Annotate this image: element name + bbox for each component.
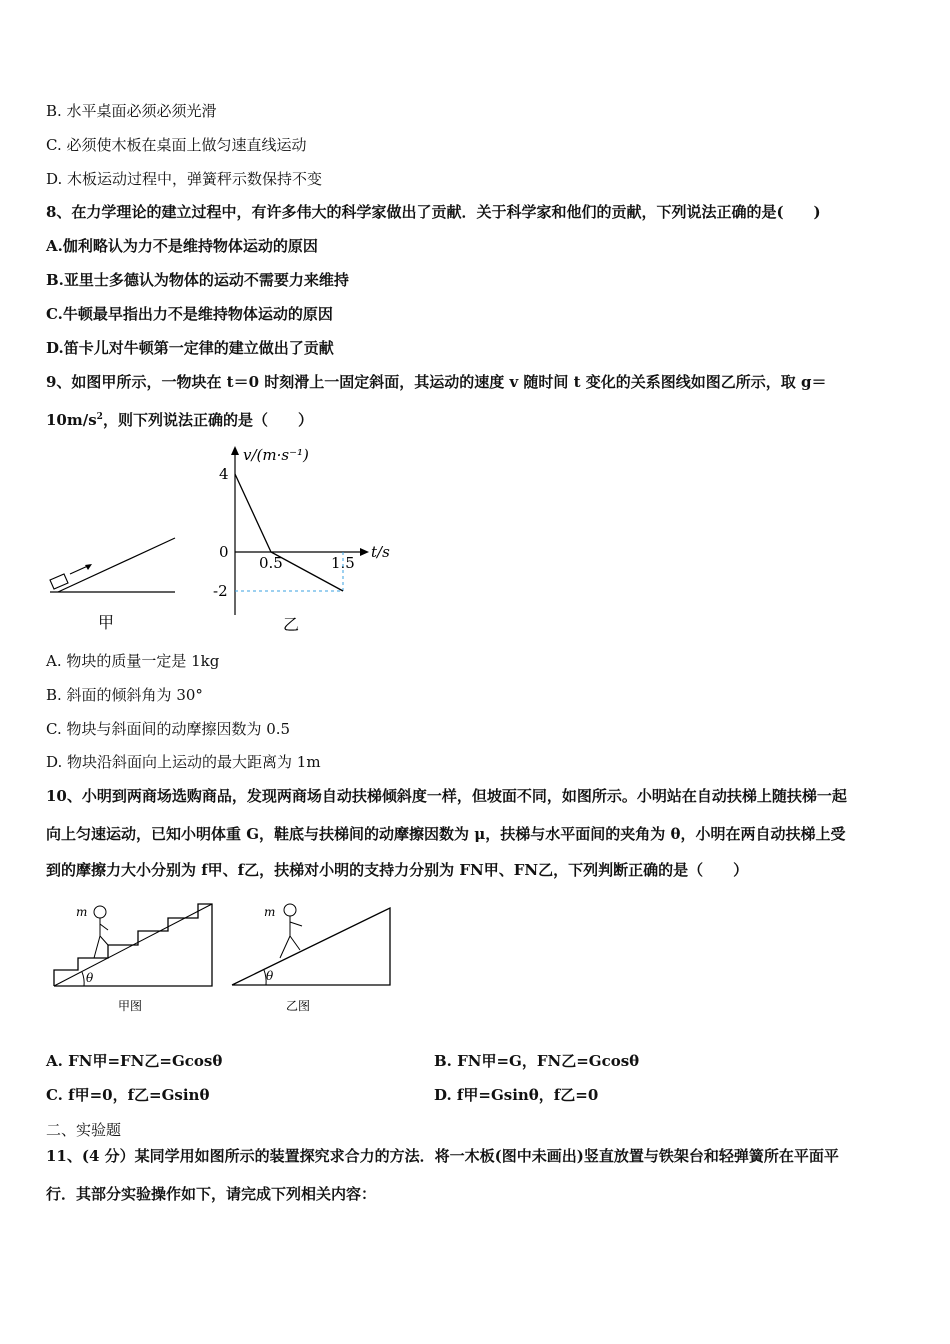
person-leg — [290, 936, 300, 950]
mass-label: m — [76, 905, 88, 919]
fig-yi-caption: 乙 — [283, 615, 300, 634]
ramp — [232, 908, 390, 985]
q11-stem-line2: 行．其部分实验操作如下，请完成下列相关内容： — [46, 1185, 377, 1203]
y-tick-label: -2 — [213, 582, 228, 600]
x-tick-label: 1.5 — [331, 554, 355, 572]
q7-option-d: D. 木板运动过程中，弹簧秤示数保持不变 — [46, 170, 323, 188]
q10-option-d: D. f甲=Gsinθ，f乙=0 — [434, 1086, 599, 1104]
x-tick-label: 0.5 — [259, 554, 283, 572]
q10-figure-jia — [50, 900, 220, 1020]
y-axis-label: v/(m·s⁻¹) — [243, 446, 309, 464]
person-leg — [280, 936, 290, 958]
q9-stem-sup: 2 — [96, 412, 103, 422]
q9-stem-g-value: 10m/s — [46, 411, 97, 429]
person-arm — [100, 924, 108, 930]
person-head — [94, 906, 106, 918]
q7-option-b: B. 水平桌面必须必须光滑 — [46, 102, 217, 120]
y-tick-label: 4 — [219, 465, 229, 483]
y-tick-label: 0 — [219, 543, 229, 561]
fig-jia-caption: 甲 — [98, 613, 115, 632]
q9-option-c: C. 物块与斜面间的动摩擦因数为 0.5 — [46, 720, 291, 738]
q11-stem-line1: 11、(4 分）某同学用如图所示的装置探究求合力的方法．将一木板(图中未画出)竖直放置与铁架台和轻弹簧所在平面平 — [46, 1147, 839, 1165]
vt-series-line — [235, 474, 343, 591]
q10-stem-line3: 到的摩擦力大小分别为 f甲、f乙，扶梯对小明的支持力分别为 FN甲、FN乙，下列判断正确的是（ ） — [46, 861, 749, 879]
x-axis-arrow — [360, 548, 369, 556]
angle-arc — [82, 972, 84, 986]
q9-option-a: A. 物块的质量一定是 1kg — [46, 652, 220, 670]
fig-yi-caption: 乙图 — [286, 999, 311, 1013]
q10-stem-line1: 10、小明到两商场选购商品，发现两商场自动扶梯倾斜度一样，但坡面不同，如图所示。小明站在自动扶梯上随扶梯一起 — [46, 787, 847, 805]
q7-option-c: C. 必须使木板在桌面上做匀速直线运动 — [46, 136, 307, 154]
q10-figure-yi — [228, 900, 398, 1020]
q9-option-d: D. 物块沿斜面向上运动的最大距离为 1m — [46, 753, 321, 771]
q9-vt-graph — [205, 440, 405, 640]
incline-slope — [58, 538, 175, 592]
q9-stem-tail: ，则下列说法正确的是（ ） — [102, 411, 313, 429]
q9-figure-jia — [40, 530, 185, 635]
q8-option-a: A.伽利略认为力不是维持物体运动的原因 — [46, 237, 318, 255]
person-leg — [94, 936, 100, 958]
q10-stem-line2: 向上匀速运动，已知小明体重 G，鞋底与扶梯间的动摩擦因数为 μ，扶梯与水平面间的夹角为 θ，小明在两自动扶梯上受 — [46, 825, 846, 843]
q8-option-c: C.牛顿最早指出力不是维持物体运动的原因 — [46, 305, 333, 323]
q9-option-b: B. 斜面的倾斜角为 30° — [46, 686, 203, 704]
person-leg — [100, 936, 108, 945]
person-head — [284, 904, 296, 916]
person-arm — [290, 922, 302, 926]
mass-label: m — [264, 905, 276, 919]
x-axis-label: t/s — [371, 543, 390, 561]
q10-option-a: A. FN甲=FN乙=Gcosθ — [46, 1052, 223, 1070]
fig-jia-caption: 甲图 — [118, 999, 143, 1013]
q10-option-c: C. f甲=0，f乙=Gsinθ — [46, 1086, 210, 1104]
q9-stem-line2 — [46, 410, 313, 430]
q9-stem-line1: 9、如图甲所示，一物块在 t＝0 时刻滑上一固定斜面，其运动的速度 v 随时间 t 变化的关系图线如图乙所示，取 g＝ — [46, 373, 827, 391]
q8-stem: 8、在力学理论的建立过程中，有许多伟大的科学家做出了贡献．关于科学家和他们的贡献，下列说法正确的是( ) — [46, 203, 821, 221]
q10-option-b: B. FN甲=G，FN乙=Gcosθ — [434, 1052, 640, 1070]
block — [50, 574, 68, 589]
section-heading-experiment: 二、实验题 — [46, 1121, 122, 1139]
q8-option-d: D.笛卡儿对牛顿第一定律的建立做出了贡献 — [46, 339, 334, 357]
theta-label: θ — [86, 971, 94, 985]
theta-label: θ — [266, 969, 274, 983]
q8-option-b: B.亚里士多德认为物体的运动不需要力来维持 — [46, 271, 349, 289]
y-axis-arrow — [231, 446, 239, 455]
